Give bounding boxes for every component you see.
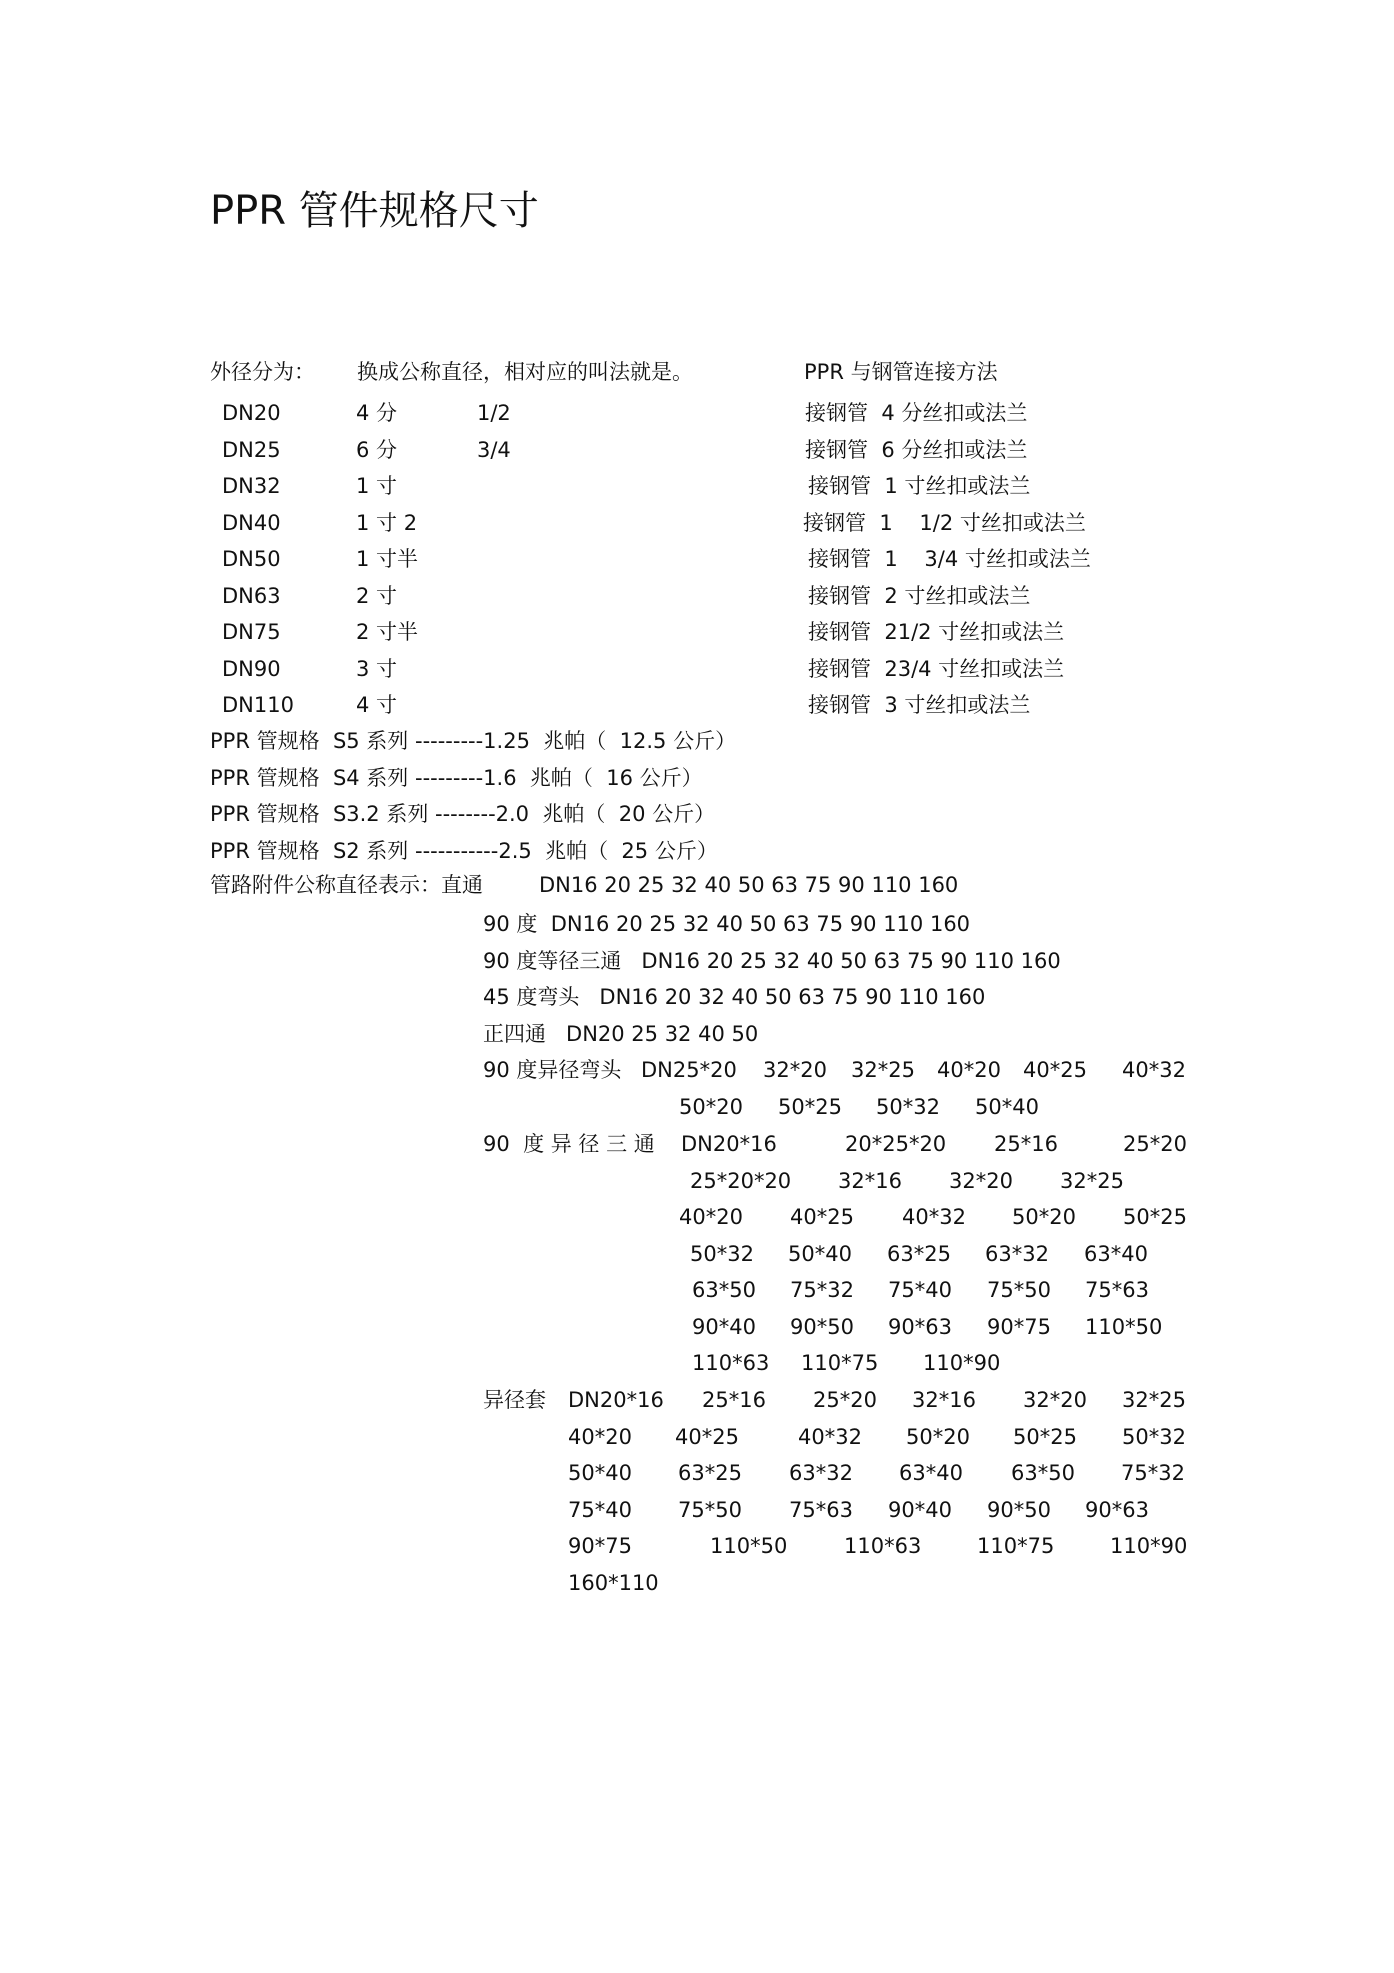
size-cell: 32*25 bbox=[1060, 1169, 1124, 1193]
size-cell: 110*50 bbox=[710, 1534, 788, 1558]
header-steel-connection: PPR 与钢管连接方法 bbox=[804, 360, 998, 384]
size-cell: 40*25 bbox=[1023, 1058, 1087, 1082]
steel-connection: 接钢管 1 寸丝扣或法兰 bbox=[808, 474, 1031, 498]
steel-connection: 接钢管 4 分丝扣或法兰 bbox=[805, 401, 1028, 425]
size-inch: 3/4 bbox=[477, 438, 511, 462]
size-cell: 25*20 bbox=[1123, 1132, 1187, 1156]
size-cell: 90*50 bbox=[987, 1498, 1051, 1522]
size-cell: 40*25 bbox=[675, 1425, 739, 1449]
size-cell: 25*16 bbox=[994, 1132, 1058, 1156]
size-cell: 63*25 bbox=[887, 1242, 951, 1266]
size-cell: 32*16 bbox=[912, 1388, 976, 1412]
size-cell: 110*75 bbox=[801, 1351, 879, 1375]
size-cell: 50*32 bbox=[690, 1242, 754, 1266]
size-name: 1 寸半 bbox=[356, 547, 419, 571]
size-cell: 50*20 bbox=[1012, 1205, 1076, 1229]
page-title: PPR 管件规格尺寸 bbox=[210, 188, 539, 234]
size-cell: 40*20 bbox=[679, 1205, 743, 1229]
size-cell: 50*32 bbox=[1122, 1425, 1186, 1449]
size-cell: 50*40 bbox=[975, 1095, 1039, 1119]
size-cell: 40*32 bbox=[1122, 1058, 1186, 1082]
size-name: 1 寸 2 bbox=[356, 511, 418, 535]
size-cell: 50*25 bbox=[1013, 1425, 1077, 1449]
size-cell: 75*50 bbox=[678, 1498, 742, 1522]
size-name: 1 寸 bbox=[356, 474, 398, 498]
size-cell: DN20*16 bbox=[681, 1132, 777, 1156]
tee90-line: 90 度等径三通 DN16 20 25 32 40 50 63 75 90 110 160 bbox=[483, 949, 1061, 973]
size-cell: 40*32 bbox=[798, 1425, 862, 1449]
size-cell: 110*63 bbox=[844, 1534, 922, 1558]
size-cell: 75*63 bbox=[1085, 1278, 1149, 1302]
size-cell: 110*90 bbox=[1110, 1534, 1188, 1558]
spec-line: PPR 管规格 S3.2 系列 --------2.0 兆帕（ 20 公斤） bbox=[210, 802, 716, 826]
header-outer-diameter: 外径分为： bbox=[210, 360, 315, 384]
size-cell: 110*90 bbox=[923, 1351, 1001, 1375]
size-name: 2 寸 bbox=[356, 584, 398, 608]
spec-line: PPR 管规格 S4 系列 ---------1.6 兆帕（ 16 公斤） bbox=[210, 766, 703, 790]
size-cell: 40*20 bbox=[568, 1425, 632, 1449]
size-cell: 32*25 bbox=[851, 1058, 915, 1082]
size-cell: 63*40 bbox=[899, 1461, 963, 1485]
dn-value: DN20 bbox=[222, 401, 281, 425]
size-cell: 50*32 bbox=[876, 1095, 940, 1119]
size-cell: 75*40 bbox=[568, 1498, 632, 1522]
spec-line: PPR 管规格 S2 系列 -----------2.5 兆帕（ 25 公斤） bbox=[210, 839, 718, 863]
steel-connection: 接钢管 2 寸丝扣或法兰 bbox=[808, 584, 1031, 608]
cross-line: 正四通 DN20 25 32 40 50 bbox=[483, 1022, 759, 1046]
size-cell: 90*75 bbox=[568, 1534, 632, 1558]
size-cell: 90*63 bbox=[1085, 1498, 1149, 1522]
dn-value: DN25 bbox=[222, 438, 281, 462]
steel-connection: 接钢管 21/2 寸丝扣或法兰 bbox=[808, 620, 1065, 644]
elbow90-line: 90 度 DN16 20 25 32 40 50 63 75 90 110 160 bbox=[483, 912, 971, 936]
fittings-intro: 管路附件公称直径表示：直通 bbox=[210, 873, 483, 897]
size-cell: 75*32 bbox=[1121, 1461, 1185, 1485]
size-cell: 32*20 bbox=[1023, 1388, 1087, 1412]
size-cell: 50*20 bbox=[906, 1425, 970, 1449]
steel-connection: 接钢管 1 3/4 寸丝扣或法兰 bbox=[808, 547, 1091, 571]
steel-connection: 接钢管 1 1/2 寸丝扣或法兰 bbox=[803, 511, 1086, 535]
size-name: 3 寸 bbox=[356, 657, 398, 681]
size-cell: 75*50 bbox=[987, 1278, 1051, 1302]
steel-connection: 接钢管 3 寸丝扣或法兰 bbox=[808, 693, 1031, 717]
size-cell: 90*40 bbox=[888, 1498, 952, 1522]
size-cell: 110*50 bbox=[1085, 1315, 1163, 1339]
spec-line: PPR 管规格 S5 系列 ---------1.25 兆帕（ 12.5 公斤） bbox=[210, 729, 737, 753]
size-cell: 20*25*20 bbox=[845, 1132, 947, 1156]
size-cell: 50*20 bbox=[679, 1095, 743, 1119]
size-cell: 110*63 bbox=[692, 1351, 770, 1375]
reducing-tee-label: 90 度 异 径 三 通 bbox=[483, 1132, 655, 1156]
dn-value: DN90 bbox=[222, 657, 281, 681]
size-cell: 50*25 bbox=[778, 1095, 842, 1119]
size-cell: 63*50 bbox=[1011, 1461, 1075, 1485]
size-cell: 63*32 bbox=[985, 1242, 1049, 1266]
size-cell: 90*40 bbox=[692, 1315, 756, 1339]
size-cell: 32*20 bbox=[949, 1169, 1013, 1193]
header-nominal: 换成公称直径，相对应的叫法就是。 bbox=[357, 360, 693, 384]
steel-connection: 接钢管 6 分丝扣或法兰 bbox=[805, 438, 1028, 462]
size-cell: 90*75 bbox=[987, 1315, 1051, 1339]
size-cell: 63*40 bbox=[1084, 1242, 1148, 1266]
size-cell: 63*32 bbox=[789, 1461, 853, 1485]
dn-value: DN75 bbox=[222, 620, 281, 644]
size-cell: 40*32 bbox=[902, 1205, 966, 1229]
dn-value: DN63 bbox=[222, 584, 281, 608]
dn-value: DN110 bbox=[222, 693, 294, 717]
dn-value: DN50 bbox=[222, 547, 281, 571]
straight-sizes: DN16 20 25 32 40 50 63 75 90 110 160 bbox=[539, 873, 959, 897]
size-cell: 40*25 bbox=[790, 1205, 854, 1229]
elbow45-line: 45 度弯头 DN16 20 32 40 50 63 75 90 110 160 bbox=[483, 985, 986, 1009]
size-cell: 75*32 bbox=[790, 1278, 854, 1302]
size-cell: 32*25 bbox=[1122, 1388, 1186, 1412]
size-cell: DN25*20 bbox=[641, 1058, 737, 1082]
dn-value: DN40 bbox=[222, 511, 281, 535]
steel-connection: 接钢管 23/4 寸丝扣或法兰 bbox=[808, 657, 1065, 681]
size-cell: 90*63 bbox=[888, 1315, 952, 1339]
size-cell: 25*16 bbox=[702, 1388, 766, 1412]
size-cell: 25*20*20 bbox=[690, 1169, 792, 1193]
size-cell: 75*63 bbox=[789, 1498, 853, 1522]
size-cell: 50*40 bbox=[788, 1242, 852, 1266]
size-cell: 32*16 bbox=[838, 1169, 902, 1193]
reducing-elbow-label: 90 度异径弯头 bbox=[483, 1058, 622, 1082]
size-cell: DN20*16 bbox=[568, 1388, 664, 1412]
size-cell: 40*20 bbox=[937, 1058, 1001, 1082]
size-cell: 160*110 bbox=[568, 1571, 659, 1595]
size-name: 6 分 bbox=[356, 438, 398, 462]
size-cell: 90*50 bbox=[790, 1315, 854, 1339]
size-name: 4 分 bbox=[356, 401, 398, 425]
size-cell: 25*20 bbox=[813, 1388, 877, 1412]
size-cell: 50*40 bbox=[568, 1461, 632, 1485]
size-cell: 63*25 bbox=[678, 1461, 742, 1485]
size-name: 2 寸半 bbox=[356, 620, 419, 644]
dn-value: DN32 bbox=[222, 474, 281, 498]
size-cell: 32*20 bbox=[763, 1058, 827, 1082]
size-cell: 63*50 bbox=[692, 1278, 756, 1302]
size-inch: 1/2 bbox=[477, 401, 511, 425]
size-cell: 75*40 bbox=[888, 1278, 952, 1302]
size-cell: 110*75 bbox=[977, 1534, 1055, 1558]
size-name: 4 寸 bbox=[356, 693, 398, 717]
size-cell: 50*25 bbox=[1123, 1205, 1187, 1229]
reducer-label: 异径套 bbox=[483, 1388, 546, 1412]
